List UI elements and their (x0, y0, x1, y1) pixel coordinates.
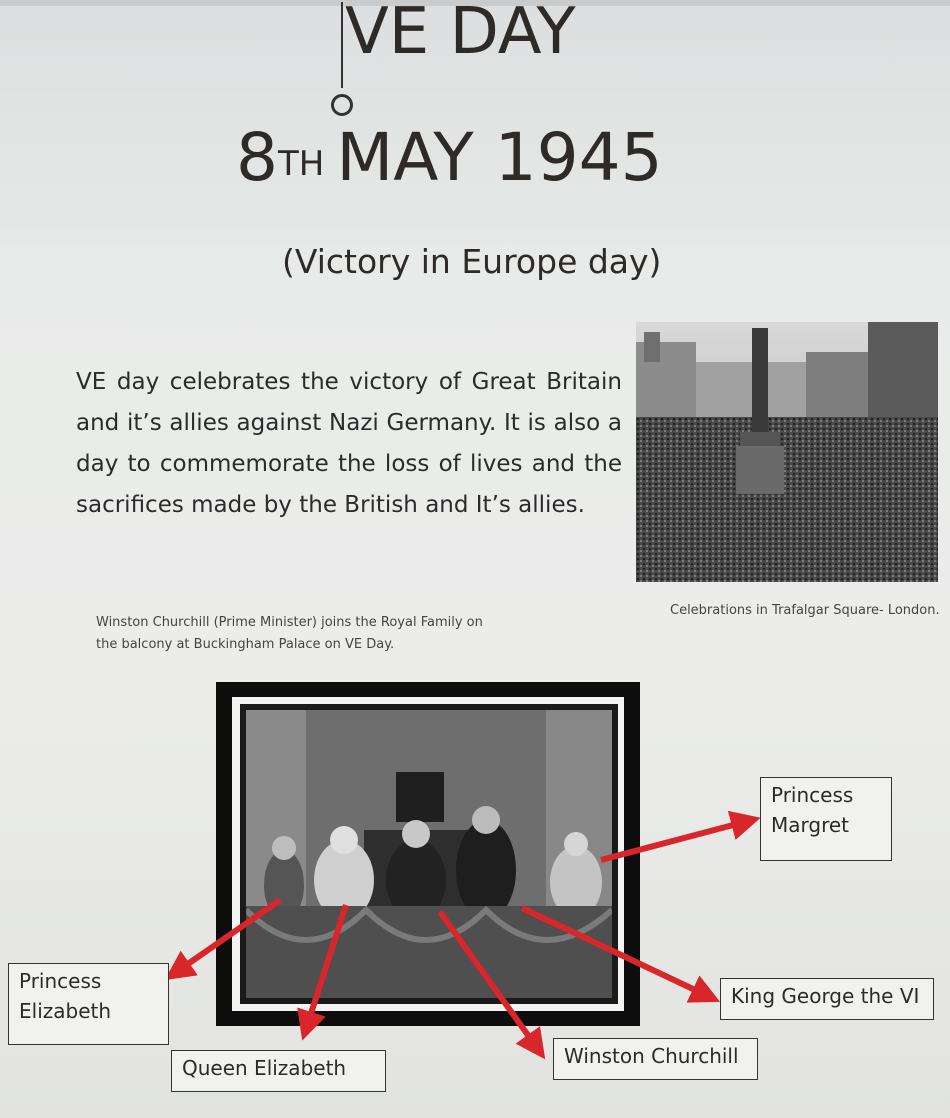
object-anchor-handle[interactable] (331, 94, 353, 116)
trafalgar-square-image (636, 322, 938, 582)
label-winston-churchill-text: Winston Churchill (564, 1044, 739, 1068)
balcony-photo[interactable] (246, 710, 612, 998)
balcony-caption: Winston Churchill (Prime Minister) joins the Royal Family on the balcony at Buckingham Palace on VE Day. (96, 615, 483, 652)
date-month-year: MAY 1945 (336, 119, 663, 196)
page-title: VE DAY (345, 0, 576, 69)
label-princess-margret-text: Princess Margret (771, 783, 854, 837)
date-day: 8 (236, 119, 278, 196)
label-king-george[interactable] (720, 978, 934, 1020)
balcony-image (246, 710, 612, 998)
label-princess-margret[interactable] (760, 777, 892, 861)
label-princess-elizabeth[interactable] (8, 963, 169, 1045)
label-queen-elizabeth-text: Queen Elizabeth (182, 1056, 347, 1080)
date-suffix: TH (278, 144, 325, 184)
label-queen-elizabeth[interactable] (171, 1050, 386, 1092)
trafalgar-caption: Celebrations in Trafalgar Square- London. (670, 603, 940, 618)
text-cursor (341, 2, 343, 88)
subtitle: (Victory in Europe day) (282, 242, 662, 281)
trafalgar-square-photo[interactable] (636, 322, 938, 582)
label-princess-elizabeth-text: Princess Elizabeth (19, 969, 112, 1023)
label-king-george-text: King George the VI (731, 984, 920, 1008)
body-paragraph: VE day celebrates the victory of Great Britain and it’s allies against Nazi Germany. It is also a day to commemorate the loss of lives and the sacrifices made by the British and It’s allies. (76, 369, 622, 518)
label-winston-churchill[interactable] (553, 1038, 758, 1080)
date-heading (236, 118, 663, 198)
